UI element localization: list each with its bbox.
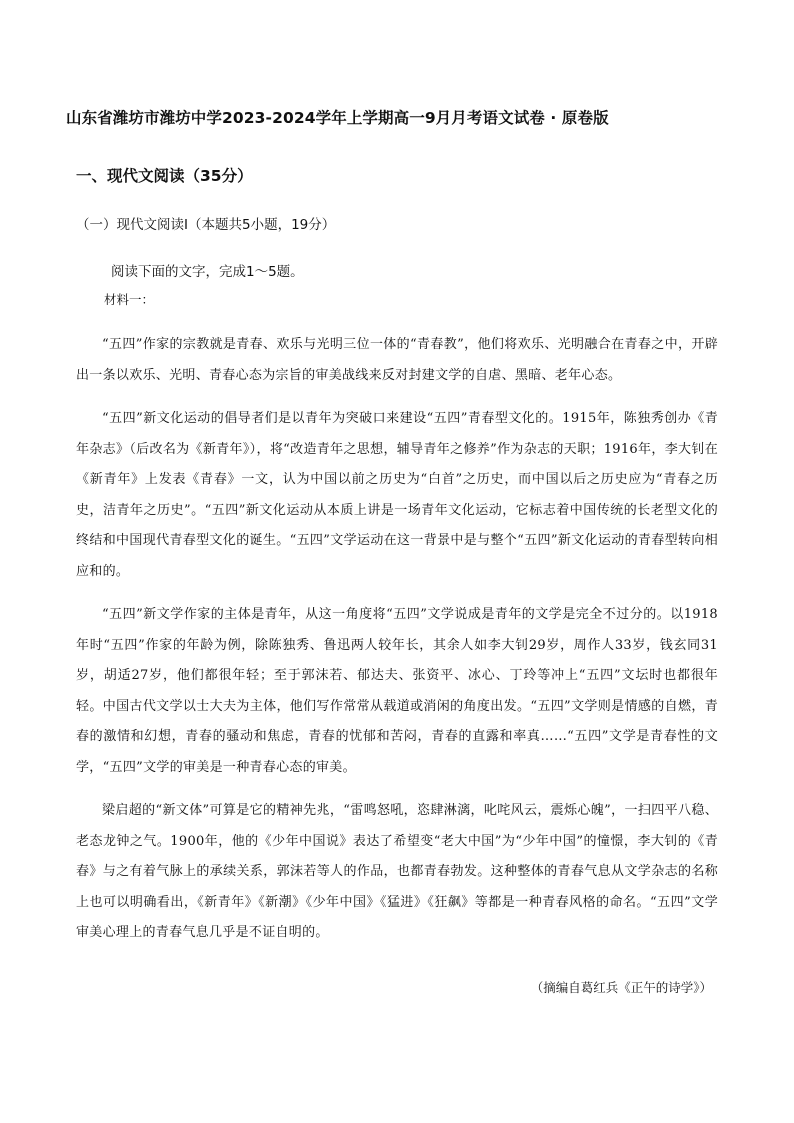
passage-paragraph: “五四”作家的宗教就是青春、欢乐与光明三位一体的“青春教”，他们将欢乐、光明融合在青春之中，开辟出一条以欢乐、光明、青春心态为宗旨的审美战线来反对封建文学的自虐、黑暗、老年心态。 (76, 337, 718, 383)
material-label: 材料一： (104, 292, 155, 307)
source-citation: （摘编自葛红兵《正午的诗学》） (530, 980, 712, 995)
passage-paragraph: “五四”新文化运动的倡导者们是以青年为突破口来建设“五四”青春型文化的。1915年，陈独秀创办《青年杂志》（后改名为《新青年》），将“改造青年之思想，辅导青年之修养”作为杂志的天职；1916年，李大钊在《新青年》上发表《青春》一文，认为中国以前之历史为“白首”之历史，而中国以后之历史应为“青春之历史，洁青年之历史”。“五四”新文化运动从本质上讲是一场青年文化运动，它标志着中国传统的长老型文化的终结和中国现代青春型文化的诞生。“五四”文学运动在这一背景中是与整个“五四”新文化运动的青春型转向相应和的。 (76, 411, 718, 579)
document-title: 山东省潍坊市潍坊中学2023-2024学年上学期高一9月月考语文试卷 · 原卷版 (66, 109, 609, 127)
reading-instruction: 阅读下面的文字，完成1～5题。 (111, 264, 304, 280)
passage-body (76, 330, 718, 962)
sub-heading: （一）现代文阅读Ⅰ（本题共5小题，19分） (76, 217, 336, 233)
passage-paragraph: “五四”新文学作家的主体是青年，从这一角度将“五四”文学说成是青年的文学是完全不过分的。以1918年时“五四”作家的年龄为例，除陈独秀、鲁迅两人较年长，其余人如李大钊29岁，周作人33岁，钱玄同31岁，胡适27岁，他们都很年轻；至于郭沫若、郁达夫、张资平、冰心、丁玲等冲上“五四”文坛时也都很年轻。中国古代文学以士大夫为主体，他们写作常常从载道或消闲的角度出发。“五四”文学则是情感的自燃，青春的激情和幻想，青春的骚动和焦虑，青春的忧郁和苦闷，青春的直露和率真……“五四”文学是青春性的文学，“五四”文学的审美是一种青春心态的审美。 (76, 607, 718, 775)
section-heading: 一、现代文阅读（35分） (76, 167, 253, 185)
passage-paragraph: 梁启超的“新文体”可算是它的精神先兆，“雷鸣怒吼，恣肆淋漓，叱咤风云，震烁心魄”，一扫四平八稳、老态龙钟之气。1900年，他的《少年中国说》表达了希望变“老大中国”为“少年中国”的憧憬，李大钊的《青春》与之有着气脉上的承续关系，郭沫若等人的作品，也都青春勃发。这种整体的青春气息从文学杂志的名称上也可以明确看出，《新青年》《新潮》《少年中国》《猛进》《狂飙》等都是一种青春风格的命名。“五四”文学审美心理上的青春气息几乎是不证自明的。 (76, 803, 718, 940)
